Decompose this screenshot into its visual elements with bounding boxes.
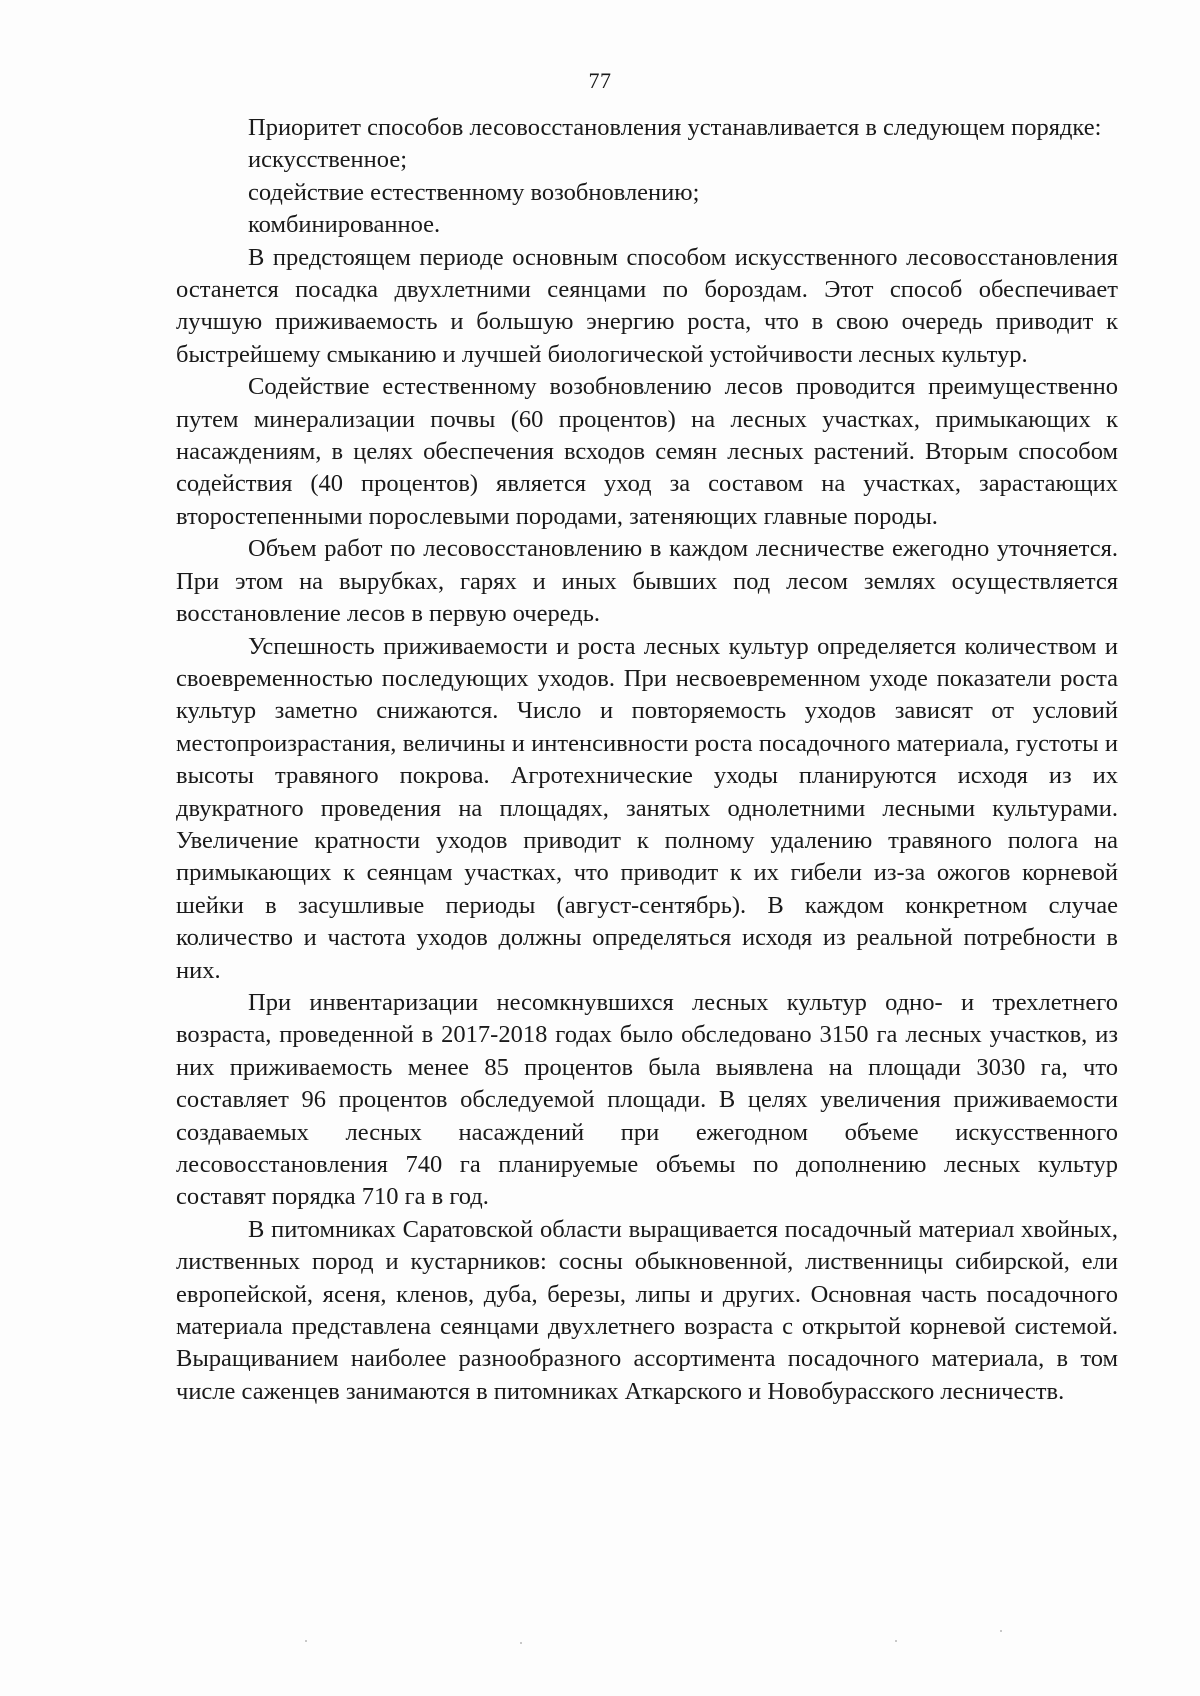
paragraph-main-method: В предстоящем периоде основным способом искусственного лесовосстановления останется посадка двухлетними сеянцами по бороздам. Этот способ обеспечивает лучшую приживаемость и большую энергию роста, что в свою очередь приводит к быстрейшему смыканию и лучшей биологической устойчивости лесных культур. xyxy=(176,243,1118,368)
paragraph-inventory: При инвентаризации несомкнувшихся лесных культур одно- и трехлетнего возраста, проведенной в 2017-2018 годах было обследовано 3150 га лесных участков, из них приживаемость менее 85 процентов была выявлена на площади 3030 га, что составляет 96 процентов обследуемой площади. В целях увеличения приживаемости создаваемых лесных насаждений при ежегодном объеме искусственного лесовосстановления 740 га планируемые объемы по дополнению лесных культур составят порядка 710 га в год. xyxy=(176,988,1118,1211)
paragraph-care-success: Успешность приживаемости и роста лесных культур определяется количеством и своевременностью последующих уходов. При несвоевременном уходе показатели роста культур заметно снижаются. Число и повторяемость уходов зависят от условий местопроизрастания, величины и интенсивности роста посадочного материала, густоты и высоты травяного покрова. Агротехнические уходы планируются исходя из их двукратного проведения на площадях, занятых однолетними лесными культурами. Увеличение кратности уходов приводит к полному удалению травяного полога на примыкающих к сеянцам участках, что приводит к их гибели из-за ожогов корневой шейки в засушливые периоды (август-сентябрь). В каждом конкретном случае количество и частота уходов должны определяться исходя из реальной потребности в них. xyxy=(176,632,1118,984)
list-item-natural-assist: содействие естественному возобновлению; xyxy=(248,178,700,206)
paragraph-natural-regeneration: Содействие естественному возобновлению лесов проводится преимущественно путем минерализации почвы (60 процентов) на лесных участках, примыкающих к насаждениям, в целях обеспечения всходов семян лесных растений. Вторым способом содействия (40 процентов) является уход за составом на участках, зарастающих второстепенными порослевыми породами, затеняющих главные породы. xyxy=(176,373,1118,530)
paragraph-work-volume: Объем работ по лесовосстановлению в каждом лесничестве ежегодно уточняется. При этом на вырубках, гарях и иных бывших под лесом землях осуществляется восстановление лесов в первую очередь. xyxy=(176,535,1118,628)
page-number: 77 xyxy=(588,68,612,93)
list-item-combined: комбинированное. xyxy=(248,211,441,239)
paragraph-nurseries: В питомниках Саратовской области выращивается посадочный материал хвойных, лиственных пород и кустарников: сосны обыкновенной, лиственницы сибирской, ели европейской, ясеня, кленов, дуба, березы, липы и других. Основная часть посадочного материала представлена сеянцами двухлетнего возраста с открытой корневой системой. Выращиванием наиболее разнообразного ассортимента посадочного материала, в том числе саженцев занимаются в питомниках Аткарского и Новобурасского лесничеств. xyxy=(176,1215,1118,1405)
priority-paragraph: Приоритет способов лесовосстановления устанавливается в следующем порядке: xyxy=(248,114,1102,141)
scan-speck xyxy=(520,1642,522,1644)
scan-speck xyxy=(895,1640,897,1642)
list-item-artificial: искусственное; xyxy=(248,146,407,174)
scan-speck xyxy=(305,1640,307,1642)
document-body xyxy=(176,112,1118,1408)
scan-speck xyxy=(1000,1630,1002,1632)
